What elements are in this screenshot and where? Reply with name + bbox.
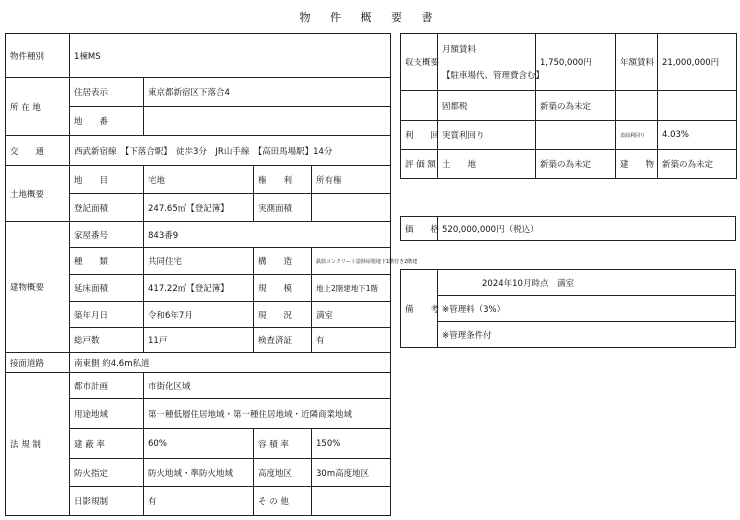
land-label: 土地概要 bbox=[6, 166, 70, 222]
city-plan-value: 市街化区域 bbox=[144, 373, 391, 399]
tax-value: 新築の為未定 bbox=[536, 91, 616, 121]
height-label: 高度地区 bbox=[254, 459, 312, 487]
inspection-label: 検査済証 bbox=[254, 328, 312, 353]
height-value: 30m高度地区 bbox=[312, 459, 391, 487]
status-label: 現 況 bbox=[254, 302, 312, 328]
kind-value: 共同住宅 bbox=[144, 248, 254, 275]
remarks-label: 備 考 bbox=[401, 270, 438, 348]
survey-label: 実測面積 bbox=[254, 194, 312, 222]
tax-blank-1 bbox=[616, 91, 658, 121]
remark-2: ※管理料（3%） bbox=[438, 296, 736, 322]
income-table bbox=[400, 33, 737, 179]
zoning-label: 用途地域 bbox=[70, 399, 144, 429]
city-plan-label: 都市計画 bbox=[70, 373, 144, 399]
actual-yield-value bbox=[536, 121, 616, 150]
monthly-label bbox=[438, 34, 545, 91]
monthly-value: 1,750,000円 bbox=[536, 34, 616, 91]
price-value: 520,000,000円（税込） bbox=[438, 217, 736, 241]
lot-value bbox=[144, 107, 391, 136]
surface-yield-value: 4.03% bbox=[658, 121, 737, 150]
type-label: 物件種別 bbox=[6, 34, 70, 78]
kind-label: 種 類 bbox=[70, 248, 144, 275]
shadow-label: 日影規制 bbox=[70, 487, 144, 516]
building-label: 建物概要 bbox=[6, 222, 70, 353]
yield-label: 利 回 bbox=[401, 121, 438, 150]
address-label: 住居表示 bbox=[70, 78, 144, 107]
units-label: 総戸数 bbox=[70, 328, 144, 353]
surface-yield-label: 表面利回り bbox=[616, 121, 658, 150]
building-value: 新築の為未定 bbox=[658, 150, 737, 179]
structure-label: 構 造 bbox=[254, 248, 312, 275]
annual-label: 年額賃料 bbox=[616, 34, 658, 91]
lot-label: 地 番 bbox=[70, 107, 144, 136]
page-title: 物 件 概 要 書 bbox=[299, 11, 441, 24]
location-label: 所 在 地 bbox=[6, 78, 70, 136]
traffic-value: 西武新宿線 【下落合駅】 徒歩3分 JR山手線 【高田馬場駅】14分 bbox=[70, 136, 391, 166]
structure-value: 鉄筋コンクリート造陸屋根地下1階付き2階建 bbox=[312, 248, 391, 275]
actual-yield-label: 実質利回り bbox=[438, 121, 536, 150]
house-no-label: 家屋番号 bbox=[70, 222, 144, 248]
income-label: 収支概要 bbox=[401, 34, 438, 91]
tax-label: 固都税 bbox=[438, 91, 536, 121]
road-label: 接面道路 bbox=[6, 353, 70, 373]
bcr-label: 建 蔽 率 bbox=[70, 429, 144, 459]
monthly-label-line2: 【駐車場代、管理費含む】 bbox=[442, 71, 545, 81]
monthly-label-line1: 月額賃料 bbox=[442, 45, 477, 55]
fire-label: 防火指定 bbox=[70, 459, 144, 487]
chimoku-label: 地 目 bbox=[70, 166, 144, 194]
area-value: 247.65㎡【登記簿】 bbox=[144, 194, 254, 222]
fire-value: 防火地域・準防火地域 bbox=[144, 459, 254, 487]
annual-value: 21,000,000円 bbox=[658, 34, 737, 91]
tax-blank-2 bbox=[658, 91, 737, 121]
zoning-value: 第一種低層住居地域・第一種住居地域・近隣商業地域 bbox=[144, 399, 391, 429]
units-value: 11戸 bbox=[144, 328, 254, 353]
road-value: 南東側 約4.6m私道 bbox=[70, 353, 391, 373]
land-value-label: 土 地 bbox=[438, 150, 536, 179]
price-label: 価 格 bbox=[401, 217, 438, 241]
other-value bbox=[312, 487, 391, 516]
chimoku-value: 宅地 bbox=[144, 166, 254, 194]
building-value-label: 建 物 bbox=[616, 150, 658, 179]
status-value: 満室 bbox=[312, 302, 391, 328]
floor-area-value: 417.22㎡【登記簿】 bbox=[144, 275, 254, 302]
scale-label: 規 模 bbox=[254, 275, 312, 302]
built-label: 築年月日 bbox=[70, 302, 144, 328]
other-label: そ の 他 bbox=[254, 487, 312, 516]
kenri-value: 所有権 bbox=[312, 166, 391, 194]
area-label: 登記面積 bbox=[70, 194, 144, 222]
bcr-value: 60% bbox=[144, 429, 254, 459]
price-table bbox=[400, 216, 736, 241]
remarks-table bbox=[400, 269, 736, 348]
valuation-label: 評 価 額 bbox=[401, 150, 438, 179]
traffic-label: 交 通 bbox=[6, 136, 70, 166]
type-value: 1棟MS bbox=[70, 34, 391, 78]
inspection-value: 有 bbox=[312, 328, 391, 353]
law-label: 法 規 制 bbox=[6, 373, 70, 516]
remark-1: 2024年10月時点 満室 bbox=[438, 270, 736, 296]
built-value: 令和6年7月 bbox=[144, 302, 254, 328]
house-no-value: 843番9 bbox=[144, 222, 391, 248]
far-label: 容 積 率 bbox=[254, 429, 312, 459]
property-table bbox=[5, 33, 418, 516]
floor-area-label: 延床面積 bbox=[70, 275, 144, 302]
far-value: 150% bbox=[312, 429, 391, 459]
shadow-value: 有 bbox=[144, 487, 254, 516]
address-value: 東京都新宿区下落合4 bbox=[144, 78, 391, 107]
survey-value bbox=[312, 194, 391, 222]
income-blank bbox=[401, 91, 438, 121]
land-value: 新築の為未定 bbox=[536, 150, 616, 179]
remark-3: ※管理条件付 bbox=[438, 322, 736, 348]
scale-value: 地上2階建地下1階 bbox=[312, 275, 391, 302]
kenri-label: 権 利 bbox=[254, 166, 312, 194]
